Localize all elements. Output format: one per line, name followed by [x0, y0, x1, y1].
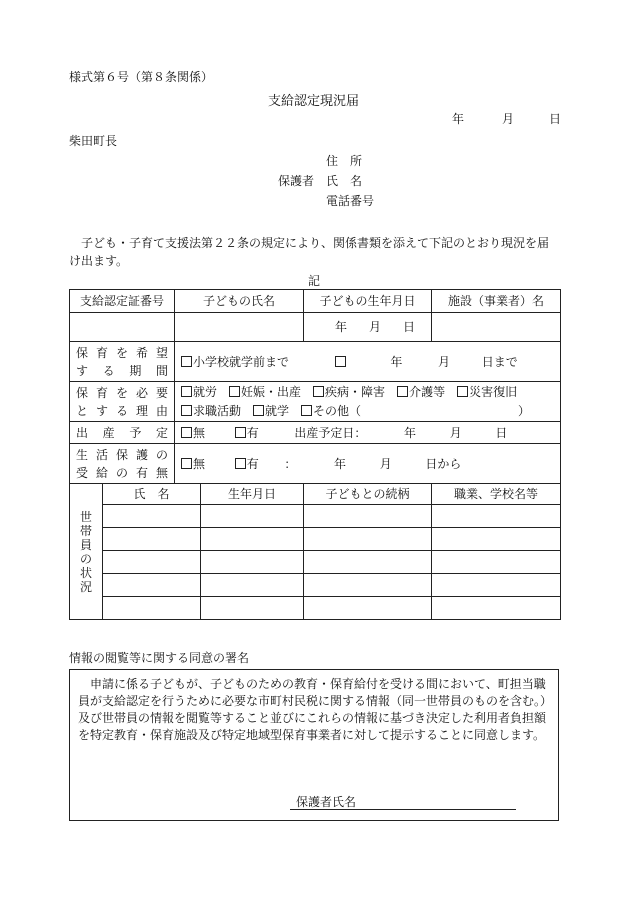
preschool-checkbox[interactable]: [181, 356, 192, 367]
welfare-yes: 有: [246, 456, 259, 471]
reason-disaster-checkbox[interactable]: [457, 386, 468, 397]
welfare-label-line1: 生 活 保 護 の: [76, 447, 169, 462]
ki-label: 記: [308, 274, 321, 288]
household-name-cell[interactable]: [103, 528, 201, 551]
household-label-char: の: [79, 551, 92, 566]
birth-plan-year-unit: 年: [404, 425, 417, 440]
household-row: [70, 505, 561, 528]
welfare-colon: ：: [284, 456, 297, 471]
household-name-cell[interactable]: [103, 574, 201, 597]
household-relation-cell[interactable]: [304, 505, 432, 528]
household-label-char: 世: [79, 509, 92, 524]
reason-jobseeking: 求職活動: [193, 404, 242, 418]
signature-label: 保護者氏名: [296, 795, 357, 809]
form-number: 様式第６号（第８条関係）: [69, 70, 214, 84]
household-row: [70, 597, 561, 620]
birth-day-unit: 日: [403, 320, 416, 334]
child-birth-cell[interactable]: [304, 313, 432, 342]
period-day-unit: 日まで: [481, 354, 518, 369]
address-label: 住 所: [326, 154, 363, 168]
reason-pregnancy: 妊娠・出産: [241, 385, 302, 399]
need-reason-label-line1: 保 育 を 必 要: [76, 385, 169, 400]
reason-work-checkbox[interactable]: [181, 386, 192, 397]
household-row: [70, 574, 561, 597]
birth-plan-yes-checkbox[interactable]: [235, 427, 246, 438]
household-birth-cell[interactable]: [201, 597, 304, 620]
date-month-label: 月: [502, 112, 515, 126]
household-label-char: 帯: [79, 523, 92, 538]
household-row: [70, 528, 561, 551]
reason-care: 介護等: [409, 385, 446, 399]
welfare-row: [70, 444, 561, 484]
household-birth-cell[interactable]: [201, 574, 304, 597]
household-label-char: 況: [79, 579, 92, 594]
application-table: [69, 289, 561, 620]
date-day-label: 日: [549, 112, 562, 126]
household-row: [70, 551, 561, 574]
welfare-yes-checkbox[interactable]: [235, 458, 246, 469]
header-row: [70, 290, 561, 313]
household-label-char: 員: [79, 537, 92, 552]
addressee: 柴田町長: [69, 134, 118, 148]
birth-month-unit: 月: [369, 320, 382, 334]
household-header-name: 氏 名: [103, 484, 201, 505]
household-birth-cell[interactable]: [201, 551, 304, 574]
birth-plan-row: [70, 422, 561, 444]
welfare-no-checkbox[interactable]: [181, 458, 192, 469]
consent-text: 申請に係る子どもが、子どものための教育・保育給付を受ける間において、町担当職員が支給認定を行うために必要な市町村民税に関する情報（同一世帯員のものを含む。）及び世帯員の情報を閲覧等すること並びにこれらの情報に基づき決定した利用者負担額を特定教育・保育施設及び特定地域型保育事業者に対して提示することに同意します。: [78, 677, 553, 742]
name-label: 氏 名: [326, 174, 363, 188]
reason-disaster: 災害復旧: [469, 385, 518, 399]
welfare-label-line2: 受 給 の 有 無: [76, 465, 169, 480]
birth-plan-date-label: 出産予定日：: [294, 425, 367, 440]
phone-label: 電話番号: [326, 194, 375, 208]
birth-plan-no-checkbox[interactable]: [181, 427, 192, 438]
childcare-period-label-line1: 保 育 を 希 望: [76, 345, 169, 360]
guardian-label: 保護者: [278, 174, 315, 188]
consent-heading: 情報の閲覧等に関する同意の署名: [69, 651, 250, 665]
reason-study-checkbox[interactable]: [253, 405, 264, 416]
child-name-cell[interactable]: [175, 313, 304, 342]
childcare-period-cell: [175, 342, 561, 382]
reason-care-checkbox[interactable]: [397, 386, 408, 397]
welfare-label: [70, 444, 175, 484]
household-occupation-cell[interactable]: [432, 505, 561, 528]
birth-plan-cell: [175, 422, 561, 444]
reason-illness: 疾病・障害: [325, 385, 386, 399]
form-title: 支給認定現況届: [268, 94, 360, 109]
household-relation-cell[interactable]: [304, 528, 432, 551]
reason-work: 就労: [193, 385, 218, 399]
intro-text-line1: 子ども・子育て支援法第２２条の規定により、関係書類を添えて下記のとおり現況を届: [81, 236, 550, 250]
birth-plan-no: 無: [193, 425, 206, 440]
facility-name-cell[interactable]: [432, 313, 561, 342]
reason-jobseeking-checkbox[interactable]: [181, 405, 192, 416]
header-child-birth: 子どもの生年月日: [304, 290, 432, 313]
need-reason-label: [70, 382, 175, 422]
intro-text-line2: け出ます。: [69, 254, 129, 268]
welfare-cell: [175, 444, 561, 484]
period-month-unit: 月: [438, 354, 451, 369]
childcare-period-row: [70, 342, 561, 382]
childcare-period-label: [70, 342, 175, 382]
entry-row: [70, 313, 561, 342]
reason-pregnancy-checkbox[interactable]: [229, 386, 240, 397]
household-status-label: [70, 484, 103, 620]
household-name-cell[interactable]: [103, 505, 201, 528]
reason-other-close: ）: [518, 404, 531, 418]
household-relation-cell[interactable]: [304, 574, 432, 597]
header-cert-number: 支給認定証番号: [70, 290, 175, 313]
preschool-option: 小学校就学前まで: [193, 354, 290, 369]
date-year-label: 年: [452, 112, 465, 126]
birth-plan-yes: 有: [246, 425, 259, 440]
need-reason-label-line2: と す る 理 由: [76, 403, 169, 418]
household-header-row: [70, 484, 561, 505]
household-relation-cell[interactable]: [304, 551, 432, 574]
welfare-year-unit: 年: [334, 456, 347, 471]
household-birth-cell[interactable]: [201, 528, 304, 551]
household-name-cell[interactable]: [103, 551, 201, 574]
birth-plan-label: 出 産 予 定: [70, 422, 175, 444]
cert-number-cell[interactable]: [70, 313, 175, 342]
household-occupation-cell[interactable]: [432, 574, 561, 597]
household-occupation-cell[interactable]: [432, 597, 561, 620]
reason-other: その他（: [313, 404, 362, 418]
reason-illness-checkbox[interactable]: [313, 386, 324, 397]
need-reason-row: [70, 382, 561, 422]
household-header-relation: 子どもとの続柄: [304, 484, 432, 505]
household-header-birth: 生年月日: [201, 484, 304, 505]
birth-plan-month-unit: 月: [449, 425, 462, 440]
period-date-checkbox[interactable]: [335, 356, 346, 367]
household-occupation-cell[interactable]: [432, 528, 561, 551]
household-name-cell[interactable]: [103, 597, 201, 620]
household-birth-cell[interactable]: [201, 505, 304, 528]
household-label-char: 状: [79, 565, 92, 580]
birth-year-unit: 年: [335, 320, 348, 334]
household-header-occupation: 職業、学校名等: [432, 484, 561, 505]
header-facility-name: 施設（事業者）名: [432, 290, 561, 313]
childcare-period-label-line2: す る 期 間: [76, 363, 168, 378]
reason-other-checkbox[interactable]: [301, 405, 312, 416]
welfare-no: 無: [193, 456, 206, 471]
welfare-month-unit: 月: [379, 456, 392, 471]
household-occupation-cell[interactable]: [432, 551, 561, 574]
header-child-name: 子どもの氏名: [175, 290, 304, 313]
household-relation-cell[interactable]: [304, 597, 432, 620]
period-year-unit: 年: [390, 354, 403, 369]
reason-study: 就学: [265, 404, 290, 418]
signature-line[interactable]: [290, 795, 516, 810]
birth-plan-day-unit: 日: [495, 425, 508, 440]
need-reason-cell: [175, 382, 561, 422]
welfare-day-unit: 日から: [425, 456, 462, 471]
